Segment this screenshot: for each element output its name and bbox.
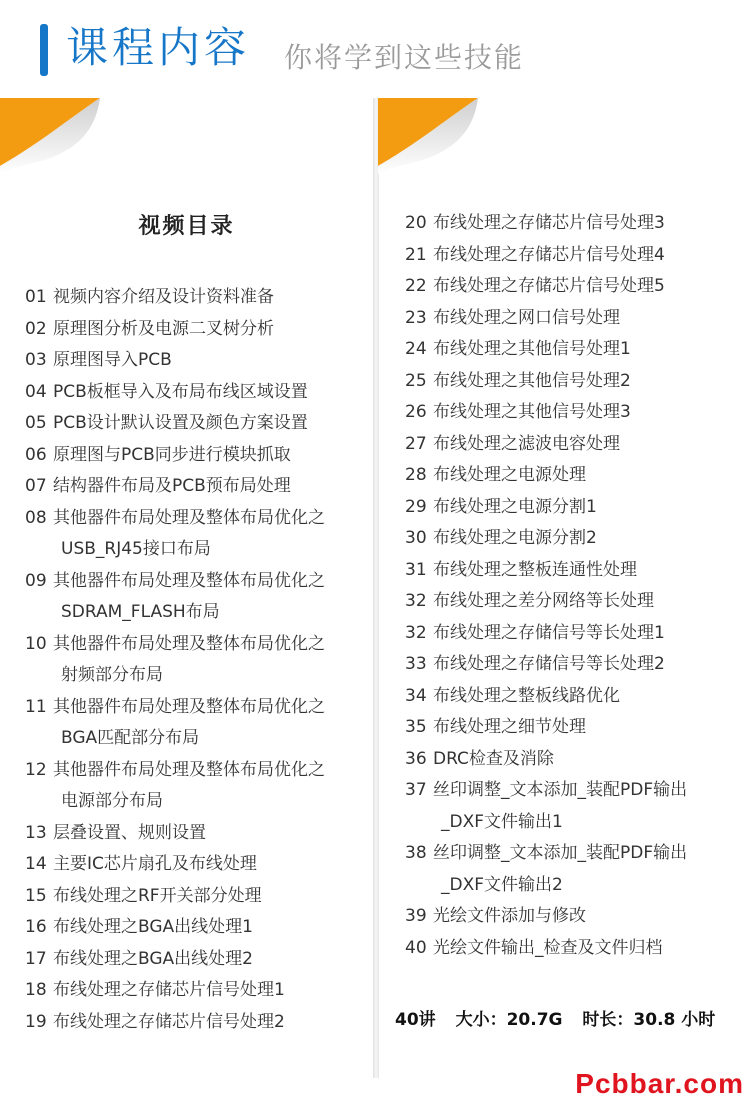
lesson-item: [405, 555, 740, 587]
lesson-item: [405, 208, 740, 240]
page-subtitle: 你将学到这些技能: [284, 41, 525, 74]
lesson-number: 36: [405, 748, 427, 769]
lesson-item: [25, 471, 365, 503]
lesson-item: [405, 933, 740, 965]
lesson-number: 32: [405, 622, 427, 643]
lesson-title: 布线处理之存储信号等长处理2: [433, 654, 665, 674]
lesson-title: 布线处理之存储芯片信号处理2: [53, 1011, 285, 1032]
lesson-count: 40讲: [395, 1010, 436, 1030]
lesson-item: [405, 618, 740, 650]
lesson-title: 布线处理之电源分割2: [433, 528, 597, 548]
lesson-title: 视频内容介绍及设计资料准备: [53, 287, 274, 307]
lesson-number: 16: [25, 917, 47, 937]
left-page-curl-icon: [0, 98, 120, 178]
lesson-title: 布线处理之细节处理: [433, 717, 586, 737]
course-summary: [395, 1006, 729, 1034]
lesson-title: 其他器件布局处理及整体布局优化之: [53, 633, 325, 654]
lesson-item: [405, 838, 740, 901]
lesson-number: 39: [405, 906, 427, 926]
lesson-number: 34: [405, 685, 427, 706]
lesson-item: [405, 460, 740, 492]
lesson-title: 其他器件布局处理及整体布局优化之: [53, 759, 325, 780]
lesson-title: 布线处理之其他信号处理2: [433, 370, 631, 391]
lesson-number: 27: [405, 433, 427, 454]
lesson-number: 02: [25, 318, 47, 339]
lesson-title: 布线处理之整板连通性处理: [433, 559, 637, 580]
lesson-number: 21: [405, 244, 427, 265]
lesson-item: [405, 492, 740, 524]
section-title: 视频目录: [138, 214, 235, 239]
lesson-title: 布线处理之差分网络等长处理: [433, 591, 654, 611]
lesson-item: [25, 503, 365, 566]
lesson-item: [25, 314, 365, 346]
lesson-item: [25, 818, 365, 850]
lesson-item: [405, 649, 740, 681]
lesson-title: 原理图分析及电源二叉树分析: [53, 318, 274, 339]
lesson-title: 布线处理之网口信号处理: [433, 307, 620, 328]
lesson-item: [405, 523, 740, 555]
lesson-item: [25, 440, 365, 472]
lesson-number: 30: [405, 528, 427, 548]
lesson-item: [405, 303, 740, 335]
lesson-number: 23: [405, 307, 427, 328]
lesson-number: 33: [405, 654, 427, 674]
lesson-list-left: [25, 282, 365, 1038]
lesson-title-continued: _DXF文件输出1: [441, 811, 563, 832]
lesson-number: 32: [405, 591, 427, 611]
lesson-title: 布线处理之电源分割1: [433, 496, 597, 517]
lesson-title: 布线处理之存储信号等长处理1: [433, 622, 665, 643]
lesson-item: [25, 692, 365, 755]
lesson-number: 15: [25, 885, 47, 906]
lesson-number: 19: [25, 1011, 47, 1032]
lesson-item: [405, 271, 740, 303]
lesson-item: [25, 566, 365, 629]
lesson-title: 主要IC芯片扇孔及布线处理: [53, 854, 257, 874]
lesson-title: 布线处理之存储芯片信号处理1: [53, 980, 285, 1000]
lesson-title-continued: USB_RJ45接口布局: [61, 539, 211, 559]
lesson-number: 14: [25, 854, 47, 874]
lesson-title: 布线处理之存储芯片信号处理3: [433, 213, 665, 233]
lesson-number: 24: [405, 339, 427, 359]
page-divider: [373, 98, 379, 1078]
lesson-number: 05: [25, 413, 47, 433]
lesson-title: 布线处理之RF开关部分处理: [53, 885, 262, 906]
lesson-number: 08: [25, 507, 47, 528]
lesson-title: 布线处理之滤波电容处理: [433, 433, 620, 454]
lesson-item: [405, 681, 740, 713]
lesson-title: 布线处理之其他信号处理1: [433, 339, 631, 359]
lesson-number: 03: [25, 350, 47, 370]
lesson-item: [25, 755, 365, 818]
lesson-number: 09: [25, 570, 47, 591]
lesson-number: 25: [405, 370, 427, 391]
lesson-number: 12: [25, 759, 47, 780]
lesson-number: 07: [25, 476, 47, 496]
lesson-number: 04: [25, 381, 47, 402]
lesson-item: [25, 849, 365, 881]
lesson-item: [405, 901, 740, 933]
lesson-title: 其他器件布局处理及整体布局优化之: [53, 696, 325, 717]
lesson-title: 层叠设置、规则设置: [53, 822, 206, 843]
lesson-item: [25, 629, 365, 692]
lesson-number: 10: [25, 633, 47, 654]
lesson-title: PCB板框导入及布局布线区域设置: [53, 381, 308, 402]
lesson-item: [405, 366, 740, 398]
lesson-title: 丝印调整_文本添加_装配PDF输出: [433, 843, 688, 863]
lesson-item: [405, 744, 740, 776]
lesson-title: 原理图与PCB同步进行模块抓取: [53, 444, 291, 465]
lesson-item: [25, 345, 365, 377]
lesson-title-continued: _DXF文件输出2: [441, 874, 563, 895]
lesson-title: 其他器件布局处理及整体布局优化之: [53, 570, 325, 591]
lesson-number: 37: [405, 780, 427, 800]
lesson-item: [25, 944, 365, 976]
lesson-number: 26: [405, 402, 427, 422]
lesson-title: DRC检查及消除: [433, 748, 554, 769]
lesson-list-right: [405, 208, 740, 964]
course-duration: 时长：30.8 小时: [582, 1010, 716, 1030]
site-watermark: Pcbbar.com: [575, 1068, 744, 1099]
lesson-number: 17: [25, 948, 47, 969]
lesson-number: 31: [405, 559, 427, 580]
lesson-item: [25, 975, 365, 1007]
lesson-number: 22: [405, 276, 427, 296]
lesson-title: PCB设计默认设置及颜色方案设置: [53, 413, 308, 433]
lesson-item: [405, 712, 740, 744]
lesson-item: [25, 1007, 365, 1039]
lesson-number: 01: [25, 287, 47, 307]
lesson-title: 布线处理之BGA出线处理1: [53, 917, 253, 937]
page-title: 课程内容: [66, 23, 251, 72]
lesson-title: 布线处理之存储芯片信号处理5: [433, 276, 665, 296]
lesson-title: 丝印调整_文本添加_装配PDF输出: [433, 780, 688, 800]
lesson-title-continued: SDRAM_FLASH布局: [61, 602, 220, 622]
lesson-number: 06: [25, 444, 47, 465]
lesson-number: 18: [25, 980, 47, 1000]
lesson-title: 布线处理之BGA出线处理2: [53, 948, 253, 969]
lesson-title: 布线处理之存储芯片信号处理4: [433, 244, 665, 265]
header-accent-bar: [40, 24, 48, 76]
lesson-item: [405, 429, 740, 461]
lesson-item: [25, 912, 365, 944]
lesson-item: [25, 881, 365, 913]
lesson-number: 20: [405, 213, 427, 233]
lesson-item: [25, 408, 365, 440]
lesson-item: [405, 334, 740, 366]
lesson-title-continued: BGA匹配部分布局: [61, 728, 200, 748]
lesson-number: 29: [405, 496, 427, 517]
lesson-title: 光绘文件添加与修改: [433, 906, 586, 926]
lesson-item: [405, 775, 740, 838]
lesson-number: 35: [405, 717, 427, 737]
lesson-item: [25, 282, 365, 314]
lesson-number: 38: [405, 843, 427, 863]
lesson-item: [405, 397, 740, 429]
lesson-number: 40: [405, 937, 427, 958]
lesson-title-continued: 射频部分布局: [61, 665, 163, 685]
lesson-title: 结构器件布局及PCB预布局处理: [53, 476, 291, 496]
lesson-title: 布线处理之整板线路优化: [433, 685, 620, 706]
lesson-title-continued: 电源部分布局: [61, 791, 163, 811]
lesson-title: 其他器件布局处理及整体布局优化之: [53, 507, 325, 528]
lesson-title: 布线处理之电源处理: [433, 465, 586, 485]
lesson-number: 11: [25, 696, 47, 717]
lesson-number: 13: [25, 822, 47, 843]
lesson-number: 28: [405, 465, 427, 485]
lesson-item: [405, 586, 740, 618]
lesson-title: 布线处理之其他信号处理3: [433, 402, 631, 422]
lesson-title: 原理图导入PCB: [53, 350, 172, 370]
lesson-item: [405, 240, 740, 272]
right-page-curl-icon: [378, 98, 498, 178]
lesson-item: [25, 377, 365, 409]
course-size: 大小：20.7G: [455, 1010, 563, 1030]
lesson-title: 光绘文件输出_检查及文件归档: [433, 937, 663, 958]
